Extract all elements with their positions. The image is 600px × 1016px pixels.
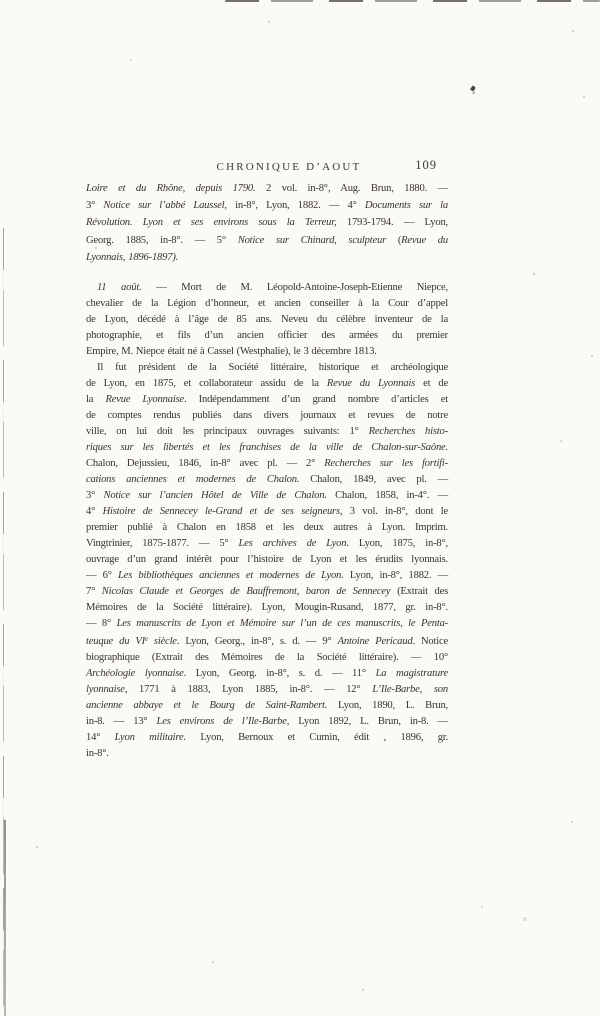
roman-text: Chalon, 1849, avec pl. —	[299, 474, 449, 486]
text-line	[86, 616, 448, 632]
italic-text: Notice sur Chinard, sculpteur	[237, 234, 387, 246]
roman-text: , Lyon 1892, L. Brun, in-8. —	[286, 716, 448, 728]
roman-text: — 6°	[86, 570, 119, 582]
text-line	[86, 730, 448, 746]
text-line	[86, 552, 448, 568]
italic-text: Recherches histo-	[368, 426, 448, 438]
italic-text: L’Ile-Barbe, son	[372, 684, 448, 696]
paragraph-3	[86, 360, 448, 762]
italic-text: Notice sur l’abbé Laussel	[103, 200, 225, 212]
paragraph-1	[86, 180, 448, 266]
italic-text: Les archives de Lyon	[238, 538, 347, 550]
text-line	[86, 456, 448, 472]
text-line	[86, 682, 448, 698]
italic-text: siècle	[147, 636, 177, 648]
text-line	[86, 408, 448, 424]
italic-text: Antoine Pericaud	[337, 636, 413, 648]
italic-text: e	[144, 636, 148, 644]
text-line	[86, 214, 448, 231]
paragraph-2	[86, 280, 448, 360]
roman-text: Vingtrinier, 1875-1877. — 5°	[86, 538, 239, 550]
italic-text: Lyon militaire.	[114, 732, 186, 744]
italic-text: La magistrature	[375, 668, 448, 680]
roman-text: . Lyon, Georg., in-8°, s. d. — 9°	[176, 636, 338, 648]
text-line	[86, 600, 448, 616]
italic-text: Les environs de l’Ile-Barbe	[156, 716, 287, 728]
italic-text: Les bibliothèques anciennes et modernes de Lyon.	[118, 570, 344, 582]
italic-text: Notice sur l’ancien Hôtel de Ville de Chalon.	[103, 490, 327, 502]
roman-text: de Lyon, décédé à l’âge de 85 ans. Neveu du célèbre inventeur de la	[86, 314, 448, 326]
italic-text: Revue du	[401, 234, 448, 246]
roman-text: Georg. 1885, in-8°. — 5°	[86, 234, 238, 246]
scan-specks	[0, 0, 2, 2]
text-line	[86, 249, 448, 266]
ink-blot	[470, 85, 476, 91]
roman-text: (Extrait des	[390, 586, 448, 598]
roman-text: et de	[415, 378, 449, 390]
roman-text: Lyon, Bernoux et Cumin, édit , 1896, gr.	[185, 732, 448, 744]
text-line	[86, 666, 448, 682]
text-line	[86, 584, 448, 600]
page-number: 109	[415, 158, 437, 172]
roman-text: , in-8°, Lyon, 1882. — 4°	[224, 200, 365, 212]
text-line	[86, 360, 448, 376]
text-line	[86, 392, 448, 408]
italic-text: Archéologie lyonnaise	[86, 668, 184, 680]
italic-text: Nicolas Claude et Georges de Bauffremont, baron de Sennecey	[101, 586, 391, 598]
roman-text: 14°	[86, 732, 115, 744]
italic-text: Lyonnais, 1896-1897).	[86, 251, 179, 263]
text-line	[86, 197, 448, 214]
roman-text: — Mort de M. Léopold-Antoine-Joseph-Etienne Niepce,	[141, 282, 448, 294]
roman-text: . Notice	[412, 636, 448, 648]
italic-text: cations anciennes et modernes de Chalon.	[86, 474, 300, 486]
roman-text: . Indépendamment d’un grand nombre d’articles et	[184, 394, 449, 406]
italic-text: Documents sur la	[364, 200, 449, 212]
roman-text: chevalier de la Légion d’honneur, et ancien conseiller à la Cour d’appel	[86, 298, 448, 310]
text-line	[86, 472, 448, 488]
roman-text: 4°	[86, 506, 103, 518]
text-line	[86, 632, 448, 650]
roman-text: Lyon, 1890, L. Brun,	[327, 700, 448, 712]
scan-top-edge-line	[225, 0, 600, 2]
roman-text: Lyon, in-8°, 1882. —	[343, 570, 448, 582]
roman-text: ville, on lui doit les principaux ouvrages suivants: 1°	[86, 426, 369, 438]
text-line	[86, 344, 448, 360]
italic-text: Revue du Lyonnais	[326, 378, 415, 390]
roman-text: in-8. — 13°	[86, 716, 157, 728]
italic-text: lyonnaise	[86, 684, 125, 696]
roman-text: in-8°.	[86, 748, 109, 760]
text-line	[86, 568, 448, 584]
roman-text: — 8°	[86, 618, 117, 630]
roman-text: Mémoires de la Société littéraire). Lyon, Mougin-Rusand, 1877, gr. in-8°.	[86, 602, 448, 614]
roman-text: 3°	[86, 490, 104, 502]
text-line	[86, 424, 448, 440]
text-line	[86, 180, 448, 197]
roman-text: , 3 vol. in-8°, dont le	[339, 506, 448, 518]
roman-text: 2 vol. in-8°, Aug. Brun, 1880. —	[255, 183, 448, 194]
scan-gutter-line-dark	[4, 820, 6, 1016]
roman-text: Chalon, Dejussieu, 1846, in-8° avec pl. — 2°	[86, 458, 325, 470]
italic-text: Loire et du Rhône, depuis 1790.	[86, 183, 256, 194]
roman-text: de comptes rendus publiés dans divers journaux et revues de notre	[86, 410, 448, 422]
text-line	[86, 296, 448, 312]
italic-text: Révolution. Lyon et ses environs sous la Terreur,	[86, 217, 337, 229]
roman-text: , 1771 à 1883, Lyon 1885, in-8°. — 12°	[124, 684, 373, 696]
italic-text: ancienne abbaye et le Bourg de Saint-Rambert.	[86, 700, 328, 712]
text-line	[86, 650, 448, 666]
roman-text: (	[386, 234, 402, 246]
roman-text: de Lyon, en 1875, et collaborateur assidu de la	[86, 378, 327, 390]
roman-text: 7°	[86, 586, 102, 598]
roman-text: photographie, et fils d’un ancien officier des armées du premier	[86, 330, 448, 342]
italic-text: Recherches sur les fortifi-	[324, 458, 449, 470]
roman-text: Empire, M. Niepce était né à Cassel (Westphalie), le 3 décembre 1813.	[86, 346, 377, 358]
text-line	[86, 520, 448, 536]
text-block	[86, 180, 448, 762]
roman-text: premier publié à Chalon en 1858 et les deux autres à Lyon. Imprim.	[86, 522, 448, 534]
page-header	[86, 158, 448, 176]
text-line	[86, 536, 448, 552]
roman-text: . Lyon, 1875, in-8°,	[346, 538, 449, 550]
roman-text: la	[86, 394, 106, 406]
roman-text: Chalon, 1858, in-4°. —	[326, 490, 448, 502]
italic-text: Revue Lyonnaise	[105, 394, 184, 406]
text-line	[86, 698, 448, 714]
text-line	[86, 232, 448, 249]
text-line	[86, 328, 448, 344]
italic-text: teuque du VI	[86, 636, 145, 648]
text-line	[86, 376, 448, 392]
roman-text: biographique (Extrait des Mémoires de la Société littéraire). — 10°	[86, 652, 448, 664]
roman-text: ouvrage d’un grand intérêt pour l’histoire de Lyon et les érudits lyonnais.	[86, 554, 448, 566]
text-line	[86, 280, 448, 296]
text-line	[86, 504, 448, 520]
roman-text: 1793-1794. — Lyon,	[336, 217, 448, 229]
text-line	[86, 312, 448, 328]
text-line	[86, 746, 448, 762]
text-line	[86, 440, 448, 456]
text-line	[86, 714, 448, 730]
text-line	[86, 488, 448, 504]
roman-text: . Lyon, Georg. in-8°, s. d. — 11°	[183, 668, 376, 680]
roman-text: 3°	[86, 200, 104, 212]
italic-text: Les manuscrits de Lyon et Mémoire sur l’un de ces manuscrits, le Penta-	[116, 618, 448, 630]
italic-text: Histoire de Sennecey le-Grand et de ses seigneurs	[102, 506, 340, 518]
running-title: CHRONIQUE D’AOUT	[216, 161, 362, 173]
roman-text: Il fut président de la Société littéraire, historique et archéologique	[97, 362, 448, 374]
italic-text: 11 août.	[97, 282, 142, 294]
italic-text: riques sur les libertés et les franchises de la ville de Chalon-sur-Saône.	[86, 442, 448, 454]
